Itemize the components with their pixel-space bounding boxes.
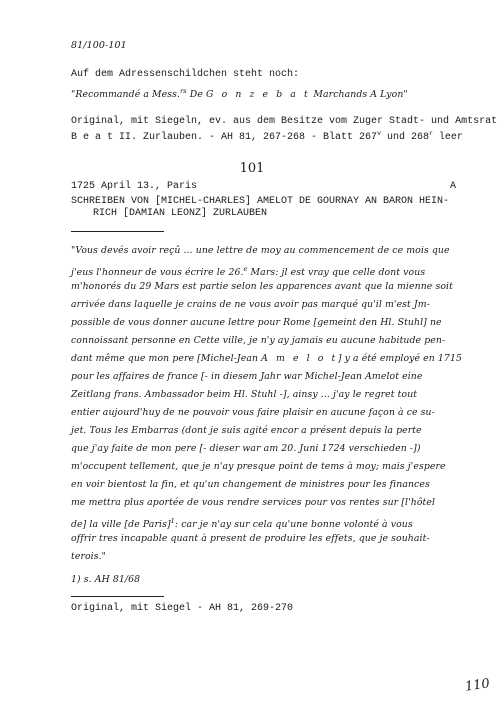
- body-part: ] y a été employé en 1715: [337, 353, 462, 364]
- body-line: "Vous devés avoir reçû ... une lettre de moy au commencement de ce mois que: [71, 245, 450, 256]
- footnote: 1) s. AH 81/68: [71, 574, 141, 585]
- address-note: Auf dem Adressenschildchen steht noch:: [71, 69, 300, 80]
- body-part: j'eus l'honneur de vous écrire le 26.: [71, 267, 244, 278]
- archive-reference: 81/100-101: [71, 40, 127, 51]
- body-part: dant même que mon pere [Michel-Jean: [71, 353, 262, 364]
- body-line: que j'ay faite de mon pere [- dieser war am 20. Juni 1724 verschieden -]): [71, 443, 421, 454]
- body-part: : car je n'ay sur cela qu'une bonne volonté à vous: [174, 519, 413, 530]
- spaced-name: G o n z e b a t: [206, 89, 311, 100]
- body-line: m'occupent tellement, que je n'ay presque point de tems à moy; mais j'espere: [71, 461, 446, 472]
- body-line: [71, 515, 413, 531]
- body-line: connoissant personne en Cette ville, je n'y ay jamais eu aucune habitude pen-: [71, 335, 446, 346]
- source-original: Original, mit Siegel - AH 81, 269-270: [71, 603, 294, 614]
- source-part: und 268: [380, 132, 429, 143]
- footnote-rule: [71, 596, 164, 597]
- letter-title-line1: SCHREIBEN VON [MICHEL-CHARLES] AMELOT DE GOURNAY AN BARON HEIN-: [71, 196, 450, 207]
- body-line: [71, 353, 462, 365]
- source-part: leer: [432, 132, 463, 143]
- body-line: Zeitlang frans. Ambassador beim Hl. Stuhl -], ainsy ... j'ay le regret tout: [71, 389, 418, 400]
- body-line: terois.": [71, 551, 107, 562]
- source-note-line2: [71, 128, 463, 144]
- body-line: en voir bientost la fin, et qu'un changement de ministres pour les finances: [71, 479, 430, 490]
- letter-date-place: 1725 April 13., Paris: [71, 181, 198, 192]
- source-part: B e a t II. Zurlauben. - AH 81, 267-268 - Blatt 267: [71, 132, 378, 143]
- body-line: entier aujourd'huy de ne pouvoir vous faire plaisir en aucune façon à ce su-: [71, 407, 435, 418]
- address-part: "Recommandé a Mess.: [71, 89, 181, 100]
- address-text: [71, 85, 408, 101]
- body-line: [71, 263, 425, 279]
- body-part: Mars: jl est vray que celle dont vous: [247, 267, 426, 278]
- letter-number: 101: [239, 161, 265, 176]
- body-line: pour les affaires de france [- in diesem Jahr war Michel-Jean Amelot eine: [71, 371, 423, 382]
- address-part: Marchands A Lyon": [310, 89, 408, 100]
- body-sup: e: [243, 265, 248, 273]
- body-line: jet. Tous les Embarras (dont je suis agité encor a présent depuis la perte: [71, 425, 422, 436]
- address-part: De: [186, 89, 203, 100]
- source-sup: v: [377, 130, 381, 137]
- body-part: de] la ville [de Paris]: [71, 519, 171, 530]
- page-mark: 110: [464, 676, 491, 695]
- body-line: me mettra plus aportée de vous rendre services pour vos rentes sur [l'hôtel: [71, 497, 436, 508]
- source-sup: r: [428, 130, 433, 137]
- source-note-line1: Original, mit Siegeln, ev. aus dem Besitze vom Zuger Stadt- und Amtsrat: [71, 116, 498, 127]
- title-rule: [71, 231, 164, 232]
- body-line: offrir tres incapable quant à present de produire les effets, que je souhait-: [71, 533, 430, 544]
- body-line: possible de vous donner aucune lettre pour Rome [gemeint den Hl. Stuhl] ne: [71, 317, 442, 328]
- spaced-name: A m e l o t: [261, 353, 338, 364]
- body-line: m'honorés du 29 Mars est partie selon les apparences avant que la mienne soit: [71, 281, 453, 292]
- letter-title-line2: RICH [DAMIAN LEONZ] ZURLAUBEN: [93, 208, 268, 219]
- letter-code: A: [450, 181, 457, 192]
- address-sup: rs: [180, 87, 187, 95]
- body-line: arrivée dans laquelle je crains de ne vous avoir pas marqué qu'il m'est Jm-: [71, 299, 430, 310]
- footnote-ref: 1: [170, 517, 175, 525]
